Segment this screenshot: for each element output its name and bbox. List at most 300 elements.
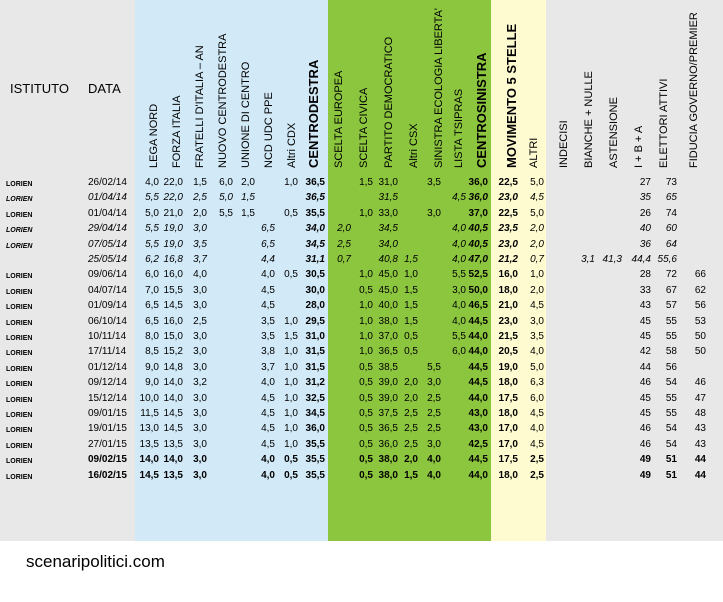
cell-lega-nord: 14,5 bbox=[139, 469, 159, 481]
cell-lega-nord: 9,0 bbox=[145, 377, 159, 389]
cell-fdi: 3,0 bbox=[193, 408, 207, 419]
cell-altri: 5,0 bbox=[530, 177, 544, 188]
cell-centrosinistra: 36,0 bbox=[468, 177, 488, 188]
cell-ibpa: 26 bbox=[639, 207, 651, 219]
cell-istituto: LORIEN bbox=[6, 273, 33, 281]
cell-ibpa: 35 bbox=[639, 192, 651, 204]
cell-m5s: 21,2 bbox=[498, 254, 518, 265]
cell-centrosinistra: 46,5 bbox=[468, 300, 488, 312]
cell-altri: 0,7 bbox=[530, 254, 544, 265]
cell-ncd-udc: 4,0 bbox=[261, 469, 275, 481]
cell-altri: 4,5 bbox=[530, 300, 544, 312]
cell-tsipras: 4,0 bbox=[452, 254, 466, 265]
cell-elettori: 55 bbox=[665, 392, 677, 404]
cell-altri-csx: 1,5 bbox=[404, 254, 418, 265]
cell-altri-csx: 1,5 bbox=[404, 469, 418, 481]
cell-tsipras: 3,0 bbox=[452, 284, 466, 296]
cell-ncd-udc: 4,4 bbox=[261, 254, 275, 265]
cell-lega-nord: 7,0 bbox=[145, 284, 159, 296]
cell-istituto: LORIEN bbox=[6, 319, 33, 327]
cell-altri: 2,0 bbox=[530, 284, 544, 296]
cell-scelta-civica: 1,5 bbox=[359, 177, 373, 188]
header-elettori: ELETTORI ATTIVI bbox=[658, 78, 670, 168]
header-indecisi: INDECISI bbox=[558, 120, 570, 168]
cell-altri: 3,5 bbox=[530, 331, 544, 342]
cell-scelta-civica: 1,0 bbox=[359, 207, 373, 219]
cell-lega-nord: 8,5 bbox=[145, 346, 159, 358]
cell-centrodestra: 36,0 bbox=[305, 423, 325, 435]
cell-date: 16/02/15 bbox=[88, 469, 127, 481]
cell-istituto: LORIEN bbox=[6, 304, 33, 312]
cell-lega-nord: 13,0 bbox=[139, 423, 159, 435]
cell-elettori: 58 bbox=[665, 346, 677, 358]
cell-centrodestra: 31,5 bbox=[305, 346, 325, 358]
cell-altri: 4,5 bbox=[530, 192, 544, 204]
header-fiducia: FIDUCIA GOVERNO/PREMIER bbox=[688, 12, 700, 168]
header-astensione: ASTENSIONE bbox=[608, 97, 620, 168]
cell-ncd-udc: 3,5 bbox=[261, 315, 275, 327]
cell-altri-csx: 2,0 bbox=[404, 454, 418, 466]
cell-istituto: LORIEN bbox=[6, 442, 33, 450]
cell-m5s: 21,5 bbox=[498, 331, 518, 342]
cell-date: 04/07/14 bbox=[88, 284, 127, 296]
cell-centrosinistra: 50,0 bbox=[468, 284, 488, 296]
cell-pd: 39,0 bbox=[378, 392, 398, 404]
cell-tsipras: 4,5 bbox=[452, 192, 466, 204]
cell-ibpa: 46 bbox=[639, 423, 651, 435]
cell-date: 27/01/15 bbox=[88, 438, 127, 450]
cell-altri-cdx: 0,5 bbox=[284, 269, 298, 281]
cell-m5s: 23,0 bbox=[498, 192, 518, 204]
cell-elettori: 65 bbox=[665, 192, 677, 204]
cell-altri: 1,0 bbox=[530, 269, 544, 281]
cell-pd: 40,8 bbox=[378, 254, 398, 265]
cell-ibpa: 36 bbox=[639, 238, 651, 250]
cell-forza-italia: 15,2 bbox=[163, 346, 183, 358]
cell-centrodestra: 35,5 bbox=[305, 454, 325, 466]
cell-sel: 3,5 bbox=[427, 177, 441, 188]
cell-centrodestra: 34,5 bbox=[305, 238, 325, 250]
cell-m5s: 23,0 bbox=[498, 238, 518, 250]
cell-scelta-civica: 0,5 bbox=[359, 408, 373, 419]
header-pd: PARTITO DEMOCRATICO bbox=[383, 36, 395, 168]
cell-istituto: LORIEN bbox=[6, 288, 33, 296]
cell-m5s: 17,0 bbox=[498, 438, 518, 450]
cell-centrodestra: 31,5 bbox=[305, 361, 325, 373]
cell-forza-italia: 14,5 bbox=[163, 423, 183, 435]
cell-ncd-udc: 4,5 bbox=[261, 438, 275, 450]
cell-fiducia: 66 bbox=[694, 269, 706, 281]
cell-pd: 38,5 bbox=[378, 361, 398, 373]
cell-astensione: 41,3 bbox=[602, 254, 622, 265]
cell-sel: 2,5 bbox=[427, 423, 441, 435]
cell-istituto: LORIEN bbox=[6, 473, 33, 481]
cell-tsipras: 5,5 bbox=[452, 331, 466, 342]
cell-lega-nord: 8,0 bbox=[145, 331, 159, 342]
cell-scelta-civica: 1,0 bbox=[359, 300, 373, 312]
cell-tsipras: 4,0 bbox=[452, 223, 466, 235]
cell-date: 09/02/15 bbox=[88, 454, 127, 466]
header-scelta-europea: SCELTA EUROPEA bbox=[333, 70, 345, 168]
cell-altri-cdx: 1,0 bbox=[284, 315, 298, 327]
cell-altri-csx: 1,5 bbox=[404, 300, 418, 312]
cell-centrosinistra: 44,5 bbox=[468, 454, 488, 466]
cell-fiducia: 53 bbox=[694, 315, 706, 327]
cell-date: 09/12/14 bbox=[88, 377, 127, 389]
cell-pd: 33,0 bbox=[378, 207, 398, 219]
cell-forza-italia: 16,8 bbox=[163, 254, 183, 265]
cell-altri-cdx: 1,0 bbox=[284, 423, 298, 435]
cell-altri: 5,0 bbox=[530, 207, 544, 219]
cell-nuovo-cdx: 5,5 bbox=[219, 207, 233, 219]
cell-altri: 5,0 bbox=[530, 361, 544, 373]
cell-elettori: 67 bbox=[665, 284, 677, 296]
cell-ncd-udc: 4,5 bbox=[261, 408, 275, 419]
cell-date: 01/09/14 bbox=[88, 300, 127, 312]
cell-sel: 3,0 bbox=[427, 438, 441, 450]
cell-scelta-europea: 2,5 bbox=[337, 238, 351, 250]
cell-ibpa: 49 bbox=[639, 469, 651, 481]
cell-ibpa: 46 bbox=[639, 377, 651, 389]
cell-centrodestra: 30,5 bbox=[305, 269, 325, 281]
cell-pd: 36,5 bbox=[378, 346, 398, 358]
cell-fdi: 3,0 bbox=[193, 331, 207, 342]
cell-pd: 45,0 bbox=[378, 284, 398, 296]
cell-forza-italia: 22,0 bbox=[163, 177, 183, 188]
cell-m5s: 19,0 bbox=[498, 361, 518, 373]
cell-m5s: 20,5 bbox=[498, 346, 518, 358]
cell-scelta-civica: 0,5 bbox=[359, 392, 373, 404]
cell-istituto: LORIEN bbox=[6, 196, 33, 204]
cell-ibpa: 44 bbox=[639, 361, 651, 373]
cell-istituto: LORIEN bbox=[6, 396, 33, 404]
header-m5s: MOVIMENTO 5 STELLE bbox=[504, 23, 519, 168]
cell-elettori: 54 bbox=[665, 423, 677, 435]
cell-fdi: 2,5 bbox=[193, 192, 207, 204]
cell-tsipras: 4,0 bbox=[452, 238, 466, 250]
cell-ibpa: 27 bbox=[639, 177, 651, 188]
cell-elettori: 73 bbox=[665, 177, 677, 188]
cell-scelta-civica: 0,5 bbox=[359, 284, 373, 296]
cell-elettori: 56 bbox=[665, 361, 677, 373]
cell-pd: 38,0 bbox=[378, 454, 398, 466]
cell-altri: 3,0 bbox=[530, 315, 544, 327]
header-altri-csx: Altri CSX bbox=[408, 123, 420, 168]
cell-scelta-europea: 0,7 bbox=[337, 254, 351, 265]
cell-date: 10/11/14 bbox=[88, 331, 127, 342]
cell-altri-cdx: 1,0 bbox=[284, 361, 298, 373]
cell-fiducia: 47 bbox=[694, 392, 706, 404]
cell-centrosinistra: 44,0 bbox=[468, 331, 488, 342]
cell-date: 09/06/14 bbox=[88, 269, 127, 281]
cell-fiducia: 48 bbox=[694, 408, 706, 419]
cell-scelta-civica: 0,5 bbox=[359, 377, 373, 389]
cell-lega-nord: 14,0 bbox=[139, 454, 159, 466]
cell-ibpa: 46 bbox=[639, 438, 651, 450]
cell-pd: 40,0 bbox=[378, 300, 398, 312]
cell-ibpa: 49 bbox=[639, 454, 651, 466]
cell-scelta-europea: 2,0 bbox=[337, 223, 351, 235]
cell-fdi: 3,0 bbox=[193, 469, 207, 481]
cell-altri-cdx: 0,5 bbox=[284, 207, 298, 219]
cell-ibpa: 45 bbox=[639, 315, 651, 327]
cell-pd: 38,0 bbox=[378, 315, 398, 327]
cell-scelta-civica: 0,5 bbox=[359, 361, 373, 373]
cell-forza-italia: 14,8 bbox=[163, 361, 183, 373]
cell-lega-nord: 6,5 bbox=[145, 300, 159, 312]
cell-centrodestra: 32,5 bbox=[305, 392, 325, 404]
cell-forza-italia: 15,0 bbox=[163, 331, 183, 342]
cell-fdi: 3,0 bbox=[193, 300, 207, 312]
header-data: DATA bbox=[88, 81, 121, 96]
cell-altri-csx: 1,5 bbox=[404, 315, 418, 327]
cell-centrodestra: 34,0 bbox=[305, 223, 325, 235]
cell-elettori: 64 bbox=[665, 238, 677, 250]
cell-elettori: 74 bbox=[665, 207, 677, 219]
cell-m5s: 21,0 bbox=[498, 300, 518, 312]
cell-udc: 1,5 bbox=[241, 192, 255, 204]
cell-centrosinistra: 44,5 bbox=[468, 377, 488, 389]
cell-sel: 5,5 bbox=[427, 361, 441, 373]
cell-fdi: 3,7 bbox=[193, 254, 207, 265]
cell-forza-italia: 13,5 bbox=[163, 438, 183, 450]
cell-centrosinistra: 52,5 bbox=[468, 269, 488, 281]
cell-m5s: 18,0 bbox=[498, 284, 518, 296]
cell-elettori: 55 bbox=[665, 331, 677, 342]
header-centrosinistra: CENTROSINISTRA bbox=[474, 52, 489, 168]
header-scelta-civica: SCELTA CIVICA bbox=[358, 87, 370, 168]
cell-m5s: 18,0 bbox=[498, 408, 518, 419]
cell-ncd-udc: 4,5 bbox=[261, 423, 275, 435]
cell-ncd-udc: 4,0 bbox=[261, 454, 275, 466]
cell-altri: 2,5 bbox=[530, 454, 544, 466]
cell-m5s: 23,5 bbox=[498, 223, 518, 235]
cell-sel: 2,5 bbox=[427, 392, 441, 404]
cell-lega-nord: 5,5 bbox=[145, 238, 159, 250]
cell-m5s: 22,5 bbox=[498, 177, 518, 188]
cell-fiducia: 56 bbox=[694, 300, 706, 312]
cell-pd: 36,0 bbox=[378, 438, 398, 450]
cell-altri-csx: 2,5 bbox=[404, 423, 418, 435]
cell-altri-cdx: 1,5 bbox=[284, 331, 298, 342]
cell-m5s: 17,5 bbox=[498, 454, 518, 466]
cell-fdi: 3,0 bbox=[193, 423, 207, 435]
cell-altri-csx: 1,5 bbox=[404, 284, 418, 296]
cell-istituto: LORIEN bbox=[6, 242, 33, 250]
cell-ncd-udc: 4,5 bbox=[261, 284, 275, 296]
cell-scelta-civica: 1,0 bbox=[359, 315, 373, 327]
cell-date: 01/04/14 bbox=[88, 192, 127, 204]
cell-altri: 2,5 bbox=[530, 469, 544, 481]
cell-pd: 34,5 bbox=[378, 223, 398, 235]
cell-fiducia: 43 bbox=[694, 438, 706, 450]
cell-date: 19/01/15 bbox=[88, 423, 127, 435]
cell-altri-csx: 2,0 bbox=[404, 392, 418, 404]
cell-ncd-udc: 3,8 bbox=[261, 346, 275, 358]
cell-bianche: 3,1 bbox=[581, 254, 595, 265]
cell-m5s: 22,5 bbox=[498, 207, 518, 219]
header-ncd-udc: NCD UDC PPE bbox=[263, 92, 275, 168]
cell-centrosinistra: 47,0 bbox=[468, 254, 488, 265]
cell-ibpa: 45 bbox=[639, 331, 651, 342]
cell-lega-nord: 6,0 bbox=[145, 269, 159, 281]
cell-elettori: 55 bbox=[665, 315, 677, 327]
cell-ncd-udc: 4,5 bbox=[261, 300, 275, 312]
cell-date: 25/05/14 bbox=[88, 254, 127, 265]
cell-sel: 4,0 bbox=[427, 454, 441, 466]
header-tsipras: LISTA TSIPRAS bbox=[453, 88, 465, 168]
cell-lega-nord: 6,2 bbox=[145, 254, 159, 265]
cell-ibpa: 28 bbox=[639, 269, 651, 281]
cell-altri-csx: 2,5 bbox=[404, 408, 418, 419]
cell-elettori: 72 bbox=[665, 269, 677, 281]
cell-centrosinistra: 37,0 bbox=[468, 207, 488, 219]
cell-istituto: LORIEN bbox=[6, 350, 33, 358]
cell-centrosinistra: 44,5 bbox=[468, 315, 488, 327]
cell-altri-csx: 0,5 bbox=[404, 331, 418, 342]
header-ibpa: I + B + A bbox=[633, 125, 645, 168]
cell-tsipras: 4,0 bbox=[452, 300, 466, 312]
cell-centrodestra: 35,5 bbox=[305, 438, 325, 450]
cell-ibpa: 45 bbox=[639, 392, 651, 404]
cell-sel: 3,0 bbox=[427, 377, 441, 389]
cell-forza-italia: 16,0 bbox=[163, 315, 183, 327]
cell-fiducia: 50 bbox=[694, 346, 706, 358]
cell-fiducia: 43 bbox=[694, 423, 706, 435]
header-nuovo-cdx: NUOVO CENTRODESTRA bbox=[217, 33, 229, 168]
cell-fdi: 3,0 bbox=[193, 223, 207, 235]
cell-fiducia: 50 bbox=[694, 331, 706, 342]
cell-m5s: 17,5 bbox=[498, 392, 518, 404]
cell-fdi: 2,5 bbox=[193, 315, 207, 327]
cell-elettori: 51 bbox=[665, 454, 677, 466]
cell-fdi: 3,0 bbox=[193, 392, 207, 404]
cell-date: 01/04/14 bbox=[88, 207, 127, 219]
cell-centrosinistra: 40,5 bbox=[468, 223, 488, 235]
cell-lega-nord: 4,0 bbox=[145, 177, 159, 188]
cell-centrodestra: 35,5 bbox=[305, 207, 325, 219]
cell-fiducia: 44 bbox=[694, 469, 706, 481]
cell-fdi: 3,0 bbox=[193, 454, 207, 466]
cell-fdi: 3,0 bbox=[193, 438, 207, 450]
cell-sel: 4,0 bbox=[427, 469, 441, 481]
cell-centrodestra: 36,5 bbox=[305, 192, 325, 204]
cell-ncd-udc: 6,5 bbox=[261, 238, 275, 250]
cell-fdi: 3,5 bbox=[193, 238, 207, 250]
cell-date: 06/10/14 bbox=[88, 315, 127, 327]
cell-fiducia: 62 bbox=[694, 284, 706, 296]
cell-pd: 34,0 bbox=[378, 238, 398, 250]
cell-lega-nord: 5,5 bbox=[145, 192, 159, 204]
cell-lega-nord: 6,5 bbox=[145, 315, 159, 327]
cell-ibpa: 44,4 bbox=[631, 254, 651, 265]
cell-altri: 4,0 bbox=[530, 423, 544, 435]
header-centrodestra: CENTRODESTRA bbox=[306, 59, 321, 168]
cell-altri-cdx: 0,5 bbox=[284, 454, 298, 466]
cell-centrodestra: 36,5 bbox=[305, 177, 325, 188]
header-lega-nord: LEGA NORD bbox=[148, 103, 160, 168]
cell-m5s: 16,0 bbox=[498, 269, 518, 281]
cell-altri-csx: 2,0 bbox=[404, 377, 418, 389]
cell-nuovo-cdx: 5,0 bbox=[219, 192, 233, 204]
cell-tsipras: 6,0 bbox=[452, 346, 466, 358]
cell-centrodestra: 35,5 bbox=[305, 469, 325, 481]
cell-centrosinistra: 44,0 bbox=[468, 392, 488, 404]
cell-lega-nord: 13,5 bbox=[139, 438, 159, 450]
cell-centrosinistra: 42,5 bbox=[468, 438, 488, 450]
cell-date: 29/04/14 bbox=[88, 223, 127, 235]
cell-pd: 37,0 bbox=[378, 331, 398, 342]
cell-altri: 2,0 bbox=[530, 223, 544, 235]
cell-elettori: 54 bbox=[665, 377, 677, 389]
cell-tsipras: 4,0 bbox=[452, 315, 466, 327]
cell-fiducia: 44 bbox=[694, 454, 706, 466]
cell-forza-italia: 21,0 bbox=[163, 207, 183, 219]
cell-altri: 6,0 bbox=[530, 392, 544, 404]
cell-lega-nord: 5,0 bbox=[145, 207, 159, 219]
cell-pd: 38,0 bbox=[378, 469, 398, 481]
cell-m5s: 17,0 bbox=[498, 423, 518, 435]
cell-altri: 4,0 bbox=[530, 346, 544, 358]
cell-ncd-udc: 3,7 bbox=[261, 361, 275, 373]
cell-fiducia: 46 bbox=[694, 377, 706, 389]
cell-scelta-civica: 1,0 bbox=[359, 331, 373, 342]
cell-altri-cdx: 1,0 bbox=[284, 177, 298, 188]
cell-ibpa: 45 bbox=[639, 408, 651, 419]
cell-scelta-civica: 0,5 bbox=[359, 454, 373, 466]
cell-altri-cdx: 1,0 bbox=[284, 392, 298, 404]
cell-ibpa: 33 bbox=[639, 284, 651, 296]
cell-altri-csx: 2,5 bbox=[404, 438, 418, 450]
cell-udc: 2,0 bbox=[241, 177, 255, 188]
cell-altri-cdx: 1,0 bbox=[284, 408, 298, 419]
cell-centrosinistra: 44,0 bbox=[468, 346, 488, 358]
cell-date: 01/12/14 bbox=[88, 361, 127, 373]
cell-centrodestra: 30,0 bbox=[305, 284, 325, 296]
cell-date: 26/02/14 bbox=[88, 177, 127, 188]
cell-m5s: 18,0 bbox=[498, 377, 518, 389]
cell-elettori: 54 bbox=[665, 438, 677, 450]
footer-source: scenaripolitici.com bbox=[26, 552, 165, 571]
header-forza-italia: FORZA ITALIA bbox=[171, 95, 183, 168]
cell-tsipras: 5,5 bbox=[452, 269, 466, 281]
cell-altri: 2,0 bbox=[530, 238, 544, 250]
cell-istituto: LORIEN bbox=[6, 365, 33, 373]
cell-centrosinistra: 36,0 bbox=[468, 192, 488, 204]
cell-elettori: 55 bbox=[665, 408, 677, 419]
cell-pd: 45,0 bbox=[378, 269, 398, 281]
cell-istituto: LORIEN bbox=[6, 335, 33, 342]
cell-pd: 31,0 bbox=[378, 177, 398, 188]
cell-forza-italia: 19,0 bbox=[163, 223, 183, 235]
cell-nuovo-cdx: 6,0 bbox=[219, 177, 233, 188]
cell-forza-italia: 15,5 bbox=[163, 284, 183, 296]
cell-elettori: 51 bbox=[665, 469, 677, 481]
cell-ncd-udc: 4,0 bbox=[261, 377, 275, 389]
cell-pd: 37,5 bbox=[378, 408, 398, 419]
header-altri-cdx: Altri CDX bbox=[286, 122, 298, 168]
cell-istituto: LORIEN bbox=[6, 181, 33, 188]
cell-fdi: 3,0 bbox=[193, 346, 207, 358]
cell-lega-nord: 10,0 bbox=[139, 392, 159, 404]
header-bianche: BIANCHE + NULLE bbox=[583, 71, 595, 168]
cell-date: 09/01/15 bbox=[88, 408, 127, 419]
cell-lega-nord: 11,5 bbox=[140, 408, 159, 419]
cell-centrodestra: 31,0 bbox=[305, 331, 325, 342]
cell-sel: 2,5 bbox=[427, 408, 441, 419]
cell-sel: 3,0 bbox=[427, 207, 441, 219]
cell-forza-italia: 14,5 bbox=[163, 408, 183, 419]
